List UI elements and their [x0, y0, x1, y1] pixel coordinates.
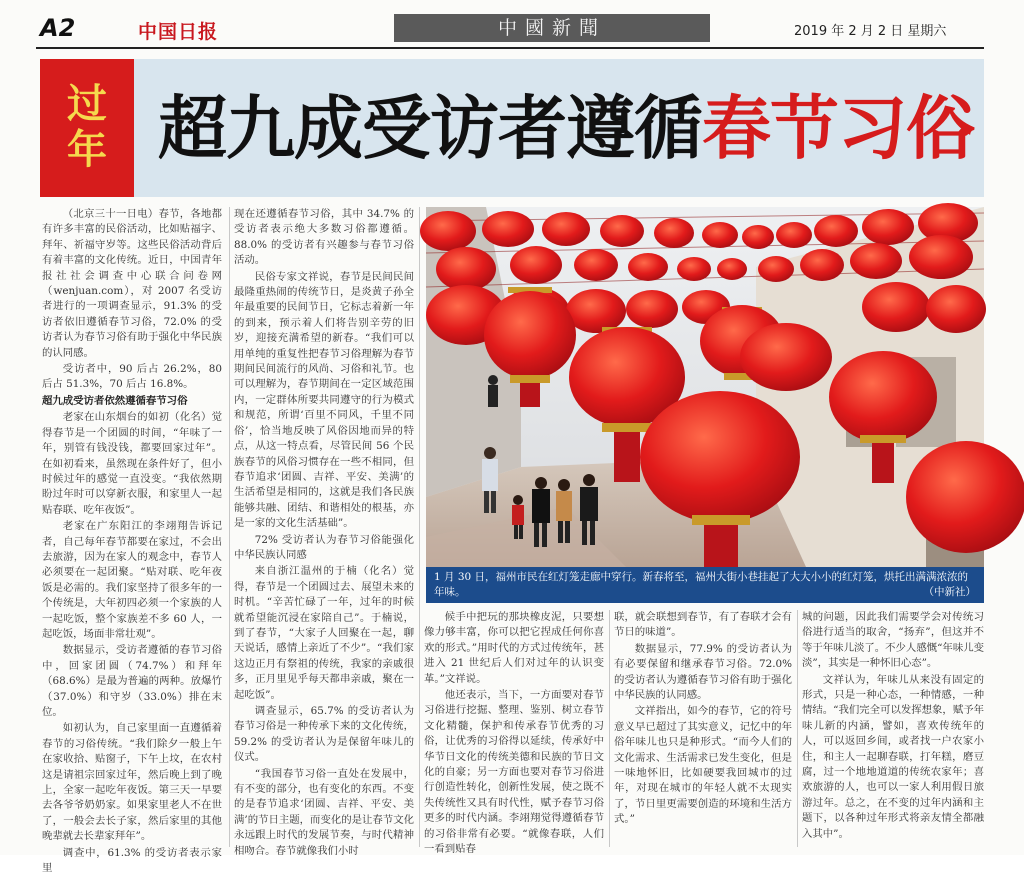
caption-text: 1 月 30 日，福州市民在红灯笼走廊中穿行。新春将至，福州大街小巷挂起了大大小小的红灯笼，烘托出满满浓浓的年味。: [434, 571, 969, 598]
photo-caption: [426, 567, 984, 603]
article-paragraph: 调查显示，65.7% 的受访者认为春节习俗是一种传承下来的文化传统，59.2% 的受访者认为是保留年味儿的仪式。: [234, 705, 414, 764]
article-paragraph: “我国春节习俗一直处在发展中，有不变的部分，也有变化的东西。不变的是春节追求‘团圆、吉祥、平安、美满’的节日主题，而变化的是让春节文化永远跟上时代的发展节奏，与时代精神相吻合。春节就像我们小时: [234, 767, 414, 857]
article-paragraph: 72% 受访者认为春节习俗能强化中华民族认同感: [234, 533, 414, 561]
article-paragraph: 候手中把玩的那块橡皮泥，只要想像力够丰富，你可以把它捏成任何你喜欢的形式。”用时代的方式过传统年，甚进入 21 世纪后人们对过年的认识变革。”文祥说。: [424, 611, 604, 685]
text-column-4: [614, 610, 792, 847]
photo-credit: （中新社）: [923, 586, 976, 598]
photo-illustration: [426, 207, 984, 567]
article-paragraph: 数据显示，受访者遵循的春节习俗中，回家团圆（74.7%）和拜年（68.6%）是最为普遍的两种。放爆竹（37.0%）和守岁（33.0%）排在末位。: [42, 644, 222, 718]
article-paragraph: 联，就会联想到春节，有了春联才会有节日的味道”。: [614, 611, 792, 639]
lantern-photo: [426, 207, 984, 567]
article-paragraph: 受访者中，90 后占 26.2%，80 后占 51.3%，70 后占 16.8%。: [42, 363, 222, 391]
kicker-char: 年: [67, 127, 107, 173]
article-paragraph: （北京三十一日电）春节，各地都有许多丰富的民俗活动，比如贴福字、拜年、祈福守岁等。这些民俗活动背后有着丰富的文化传统。近日，中国青年报社社会调查中心联合问卷网（wenjuan.com），对 2007 名受访者进行的一项调查显示，91.3% 的受访者依旧遵循春节习俗，72.0% 的受访者认为春节习俗有助于强化中华民族的认同感。: [42, 208, 222, 359]
masthead: [36, 10, 984, 46]
kicker-box: [40, 59, 134, 197]
article-paragraph: 文祥认为，年味儿从来没有固定的形式，只是一种心态，一种情感，一种情结。“我们完全可以发挥想象，赋予年味儿新的内涵，譬如，喜欢传统年的人，可以返回乡间，或者找一户农家小住，和主人一起聊春联，打年糕，磨豆腐，过一个地地道道的传统农家年；喜欢旅游的人，也可以一家人利用假日旅游过年。总之，在不变的过年内涵和主题下，以各种过年形式将亲友情全都融入其中”。: [802, 673, 984, 840]
headline-title: [158, 89, 974, 169]
text-column-2: [234, 207, 414, 857]
article-paragraph: 民俗专家文祥说，春节是民间民间最隆重热闹的传统节日，是炎黄子孙全年最重要的民间节日，它标志着新一年的到来，预示着人们将告别辛劳的旧岁，迎接充满希望的新春。“我们可以用单纯的重复性把春节习俗理解为春节期间民间流行的风尚、习俗和礼节。也可以理解为，春节期间在一定区域范围内，一定群体所要共同遵守的行为模式和规范，所谓‘百里不同风，千里不同俗’，恰当地反映了风俗因地而异的特点，从这一特点看，尽管民间 56 个民族春节的风俗习惯存在一些不相同，但春节追求‘团圆、吉祥、平安、美满’的生活希望是相同的，这就是我们各民族能够共融、团结、和谐相处的根基，亦是一家的文化生活基础”。: [234, 270, 414, 530]
column-divider: [609, 610, 610, 847]
column-divider: [419, 207, 420, 847]
article-paragraph: 老家在广东阳江的李翊翔告诉记者，自己每年春节都要在家过，不会出去旅游，因为在家人的观念中，春节人必须要在一起团聚。“贴对联、吃年夜饭是必需的。我们家坚持了很多年的一个传统是，大年初四必须一个家族的人一起吃饭，整个家族差不多 60 人，一起吃饭，场面非常壮观”。: [42, 520, 222, 640]
headline-highlight: 春节习俗: [702, 89, 974, 169]
article-paragraph: 老家在山东烟台的如初（化名）觉得春节是一个团圆的时间，“年味了一年，别管有钱没钱，都要回家过年”。在如初看来，虽然现在条件好了，但小时候过年的感觉一直没变。“我依然期盼过年时可以穿新衣服，和家里人一起贴春联、吃年夜饭”。: [42, 411, 222, 516]
article-paragraph: 如初认为，自己家里面一直遵循着春节的习俗传统。“我们除夕一般上午在家收拾、贴窗子，下午上坟，在农村这是请祖宗回家过年，然后晚上到了晚上，全家一起吃年夜饭。第三天一早要去各爷爷奶奶家。如果家里老人不在世了，一般会去长子家，然后家里的其他晚辈就去长辈家拜年”。: [42, 722, 222, 843]
article-paragraph: 数据显示，77.9% 的受访者认为有必要保留和继承春节习俗。72.0% 的受访者认为遵循春节习俗有助于强化中华民族的认同感。: [614, 642, 792, 702]
text-column-5: [802, 610, 984, 847]
column-divider: [797, 610, 798, 847]
text-column-1: [42, 207, 222, 875]
article-paragraph: 他还表示，当下，一方面要对春节习俗进行挖掘、整理、鉴别、树立春节文化精髓，保护和传承春节优秀的习俗，让优秀的习俗得以延续，传承好中华节日文化的传统美德和民族的节日文化的自豪；另一方面也要对春节习俗进行创造性转化，创新性发展，使之既不失传统性又具有时代性，赋予春节习俗更多的时代内涵。李翊翔觉得遵循春节的习俗非常有必要。“就像春联，人们一看到贴春: [424, 689, 604, 856]
newspaper-logo: 中国日报: [138, 21, 219, 43]
issue-date: 2019 年 2 月 2 日 星期六: [794, 24, 947, 39]
subheading: 超九成受访者依然遵循春节习俗: [42, 394, 188, 407]
article-paragraph: 文祥指出，如今的春节，它的符号意义早已超过了其实意义，记忆中的年俗年味儿也只是种形式。“而今人们的文化需求、生活需求已发生变化，但是一味地怀旧，比如硬要我回城市的过年，对现在城市的年轻人就不太现实了，节日里更需要创造的环境和生活方式。”: [614, 705, 792, 826]
column-divider: [229, 207, 230, 847]
headline-banner: [40, 59, 984, 197]
kicker-char: 过: [67, 81, 107, 127]
headline-main: 超九成受访者遵循: [158, 89, 702, 169]
masthead-rule: [36, 47, 984, 49]
article-paragraph: 城的问题，因此我们需要学会对传统习俗进行适当的取舍，“扬弃”，但这并不等于年味儿淡了。不少人感慨“年味儿变淡”，其实是一种怀旧心态”。: [802, 611, 984, 670]
page-number: A2: [40, 14, 76, 42]
article-paragraph: 调查中，61.3% 的受访者表示家里: [42, 846, 222, 875]
section-banner: 中國新聞: [394, 14, 710, 42]
article-paragraph: 现在还遵循春节习俗，其中 34.7% 的受访者表示绝大多数习俗都遵循。88.0% 的受访者有兴趣参与春节习俗活动。: [234, 208, 414, 267]
text-column-3: [424, 610, 604, 856]
article-paragraph: 来自浙江温州的于楠（化名）觉得，春节是一个团圆过去、展望未来的时机。“辛苦忙碌了一年，过年的时候就希望能沉浸在家陪自己”。于楠说，到了春节，“大家子人回聚在一起，聊天说话，感情上亲近了不少”。“我们家这边正月有祭祖的传统，我家的亲戚很多，正月里见乎每天都串亲戚，聚在一起吃饭”。: [234, 565, 414, 701]
